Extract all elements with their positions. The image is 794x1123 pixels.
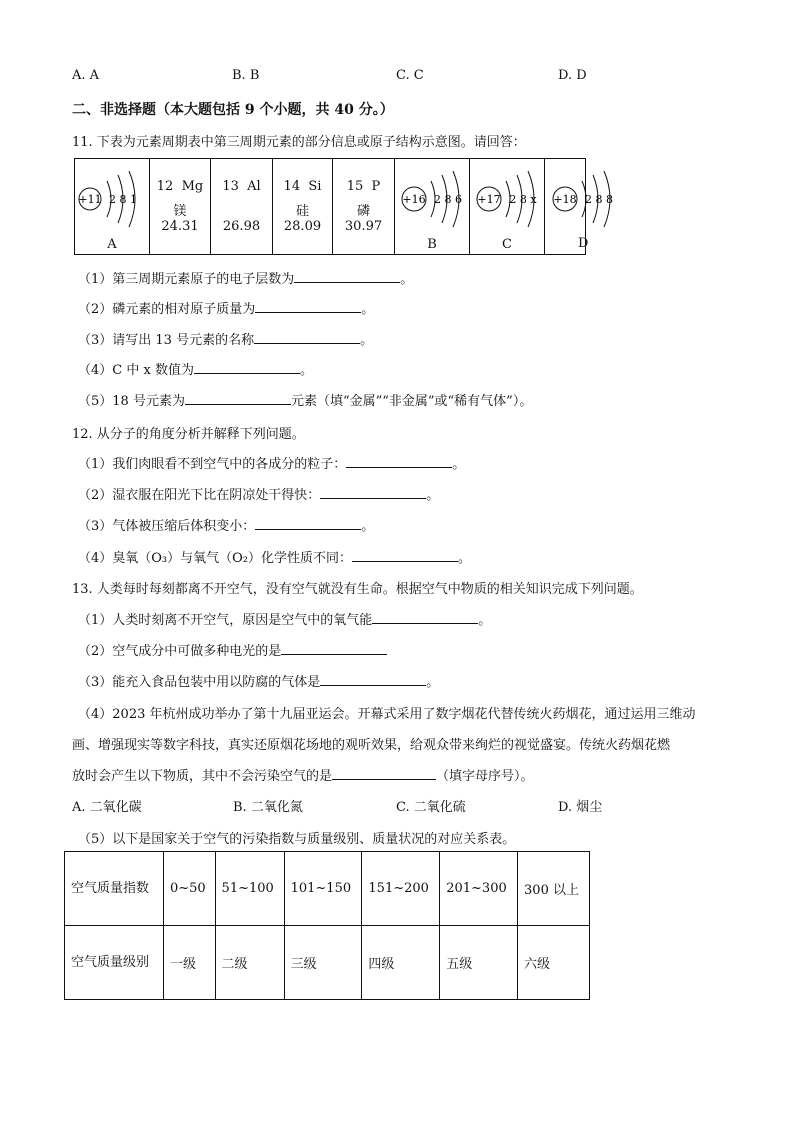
atom-d-shells: 2 8 8: [585, 193, 613, 206]
atom-c-shells: 2 8 x: [509, 193, 537, 206]
q11-sub4: （4）C 中 x 数值为 。: [78, 359, 313, 378]
table-cell: 四级: [362, 926, 440, 1000]
table-header-cell: 空气质量级别: [65, 926, 164, 1000]
answer-blank[interactable]: [346, 453, 452, 468]
answer-blank[interactable]: [185, 390, 291, 405]
atom-diagram-b: [397, 165, 469, 231]
prev-option-b: B. B: [232, 68, 260, 83]
answer-blank[interactable]: [372, 609, 478, 624]
element-mass: 28.09: [283, 219, 322, 234]
answer-blank[interactable]: [352, 547, 458, 562]
q12-sub4: （4）臭氧（O₃）与氧气（O₂）化学性质不同： 。: [78, 547, 471, 566]
atom-diagram-d: [545, 165, 625, 231]
periodic-table-strip: [74, 158, 613, 255]
atom-b-shells: 2 8 6: [434, 193, 462, 206]
atom-label-d: D: [578, 236, 589, 251]
q13-sub2: （2）空气成分中可做多种电光的是: [78, 640, 387, 659]
table-cell: 五级: [440, 926, 518, 1000]
atom-a-nucleus: +11: [78, 193, 102, 206]
table-row: [65, 926, 590, 1000]
atom-label-a: A: [107, 237, 117, 252]
air-quality-table: [64, 851, 590, 1000]
atom-cell-a: [75, 159, 150, 254]
element-cell-al: [211, 159, 273, 254]
answer-blank[interactable]: [320, 671, 426, 686]
answer-blank[interactable]: [332, 765, 436, 780]
q13-sub3: （3）能充入食品包装中用以防腐的气体是 。: [78, 671, 439, 690]
q11-stem: 11. 下表为元素周期表中第三周期元素的部分信息或原子结构示意图。请回答：: [72, 135, 526, 150]
element-name: 磷: [356, 204, 370, 219]
table-cell: 300 以上: [518, 852, 590, 926]
table-cell: 201~300: [440, 852, 518, 926]
element-cell-mg: [150, 159, 211, 254]
prev-option-c: C. C: [396, 68, 424, 83]
prev-option-d: D. D: [558, 68, 587, 83]
element-mass: 26.98: [222, 219, 261, 234]
table-cell: 一级: [164, 926, 216, 1000]
element-symbol: Si: [308, 179, 322, 194]
q11-sub1: （1）第三周期元素原子的电子层数为 。: [78, 268, 413, 287]
atom-d-nucleus: +18: [553, 193, 577, 206]
q13-option-d: D. 烟尘: [558, 800, 603, 815]
q13-option-c: C. 二氧化硫: [396, 800, 466, 815]
table-cell: 三级: [284, 926, 362, 1000]
q13-option-b: B. 二氧化氮: [233, 800, 303, 815]
table-cell: 二级: [215, 926, 284, 1000]
table-cell: 六级: [518, 926, 590, 1000]
q13-sub5: （5）以下是国家关于空气的污染指数与质量级别、质量状况的对应关系表。: [78, 832, 516, 847]
q11-sub5: （5）18 号元素为 元素（填“金属”“非金属”或“稀有气体”）。: [78, 390, 532, 409]
q13-option-a: A. 二氧化碳: [72, 800, 142, 815]
table-row: [65, 852, 590, 926]
q12-sub1: （1）我们肉眼看不到空气中的各成分的粒子： 。: [78, 453, 465, 472]
q13-sub1: （1）人类时刻离不开空气，原因是空气中的氧气能 。: [78, 609, 491, 628]
atom-cell-b: [395, 159, 470, 254]
q13-sub4-line3: 放时会产生以下物质，其中不会污染空气的是 （填字母序号）。: [72, 765, 534, 784]
element-symbol: Mg: [181, 179, 204, 194]
atom-cell-c: [470, 159, 545, 254]
element-number: 14: [283, 179, 301, 194]
element-number: 12: [156, 179, 174, 194]
element-name: 硅: [295, 204, 309, 219]
atom-diagram-a: [77, 165, 149, 231]
answer-blank[interactable]: [254, 329, 360, 344]
element-name: 镁: [173, 204, 187, 219]
table-cell: 0~50: [164, 852, 216, 926]
q11-sub2: （2）磷元素的相对原子质量为 。: [78, 298, 374, 317]
q13-sub4-line2: 画、增强现实等数字科技，真实还原烟花场地的观听效果，给观众带来绚烂的视觉盛宴。传统火药烟花燃: [72, 738, 671, 753]
q13-stem: 13. 人类每时每刻都离不开空气，没有空气就没有生命。根据空气中物质的相关知识完成下列问题。: [72, 582, 643, 597]
atom-diagram-c: [472, 165, 544, 231]
answer-blank[interactable]: [320, 484, 426, 499]
answer-blank[interactable]: [281, 640, 387, 655]
atom-a-shells: 2 8 1: [109, 193, 137, 206]
element-symbol: Al: [247, 179, 261, 194]
q12-stem: 12. 从分子的角度分析并解释下列问题。: [72, 427, 305, 442]
element-symbol: P: [371, 179, 381, 194]
element-number: 15: [346, 179, 364, 194]
q12-sub2: （2）湿衣服在阳光下比在阴凉处干得快： 。: [78, 484, 439, 503]
table-cell: 51~100: [215, 852, 284, 926]
element-mass: 30.97: [344, 219, 383, 234]
atom-label-b: B: [427, 237, 437, 252]
table-header-cell: 空气质量指数: [65, 852, 164, 926]
q11-sub3: （3）请写出 13 号元素的名称 。: [78, 329, 373, 348]
atom-label-c: C: [502, 237, 512, 252]
element-cell-si: [273, 159, 333, 254]
q13-sub4-line1: （4）2023 年杭州成功举办了第十九届亚运会。开幕式采用了数字烟花代替传统火药烟花，通过运用三维动: [78, 707, 696, 722]
atom-b-nucleus: +16: [402, 193, 426, 206]
answer-blank[interactable]: [255, 298, 361, 313]
prev-option-a: A. A: [72, 68, 100, 83]
answer-blank[interactable]: [255, 515, 361, 530]
table-cell: 101~150: [284, 852, 362, 926]
element-cell-p: [333, 159, 395, 254]
answer-blank[interactable]: [294, 268, 400, 283]
section-heading: 二、非选择题（本大题包括 9 个小题，共 40 分。）: [72, 102, 394, 118]
answer-blank[interactable]: [194, 359, 300, 374]
table-cell: 151~200: [362, 852, 440, 926]
q12-sub3: （3）气体被压缩后体积变小： 。: [78, 515, 374, 534]
element-mass: 24.31: [161, 219, 199, 234]
element-number: 13: [222, 179, 239, 194]
atom-c-nucleus: +17: [477, 193, 501, 206]
